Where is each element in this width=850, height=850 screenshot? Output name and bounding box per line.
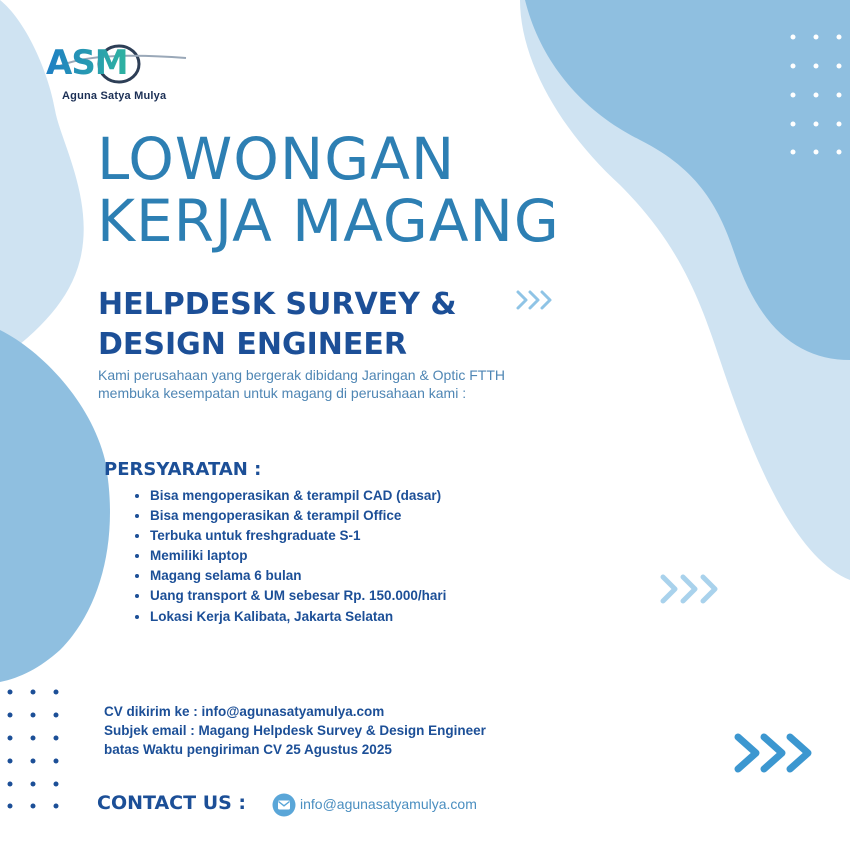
intro-text: Kami perusahaan yang bergerak dibidang Jaringan & Optic FTTH membuka kesempatan untuk magang di perusahaan kami : bbox=[98, 367, 505, 401]
requirements-heading: PERSYARATAN : bbox=[104, 459, 262, 480]
company-name: Aguna Satya Mulya bbox=[62, 90, 167, 102]
application-info bbox=[104, 702, 486, 759]
deadline-line: batas Waktu pengiriman CV 25 Agustus 2025 bbox=[104, 742, 392, 757]
email-subject-line: Subjek email : Magang Helpdesk Survey & Design Engineer bbox=[104, 723, 486, 738]
list-item: • Bisa mengoperasikan & terampil CAD (dasar) bbox=[150, 486, 446, 506]
contact-email-link[interactable]: info@agunasatyamulya.com bbox=[300, 796, 477, 812]
list-item: • Memiliki laptop bbox=[150, 546, 446, 566]
position-title bbox=[98, 285, 457, 365]
mail-icon bbox=[272, 793, 296, 817]
list-item: • Magang selama 6 bulan bbox=[150, 566, 446, 586]
requirements-list bbox=[134, 486, 446, 627]
list-item: • Lokasi Kerja Kalibata, Jakarta Selatan bbox=[150, 607, 446, 627]
chevron-arrows-small-icon bbox=[518, 292, 550, 308]
left-dark-blob bbox=[0, 330, 110, 682]
chevron-arrows-medium-icon bbox=[663, 577, 715, 601]
svg-text:ASM: ASM bbox=[46, 43, 128, 83]
dot-grid-bottom-left bbox=[8, 690, 59, 809]
list-item: • Uang transport & UM sebesar Rp. 150.000/hari bbox=[150, 586, 446, 606]
list-item: • Bisa mengoperasikan & terampil Office bbox=[150, 506, 446, 526]
chevron-arrows-large-icon bbox=[738, 737, 808, 769]
list-item: • Terbuka untuk freshgraduate S-1 bbox=[150, 526, 446, 546]
asm-logo-icon bbox=[44, 40, 194, 90]
title-line-1: LOWONGAN bbox=[97, 125, 456, 193]
title-line-2: KERJA MAGANG bbox=[97, 187, 560, 255]
cv-email-line: CV dikirim ke : info@agunasatyamulya.com bbox=[104, 704, 385, 719]
contact-heading: CONTACT US : bbox=[97, 792, 247, 814]
position-line-2: DESIGN ENGINEER bbox=[98, 327, 407, 362]
position-line-1: HELPDESK SURVEY & bbox=[98, 287, 457, 322]
page-title bbox=[97, 125, 560, 255]
